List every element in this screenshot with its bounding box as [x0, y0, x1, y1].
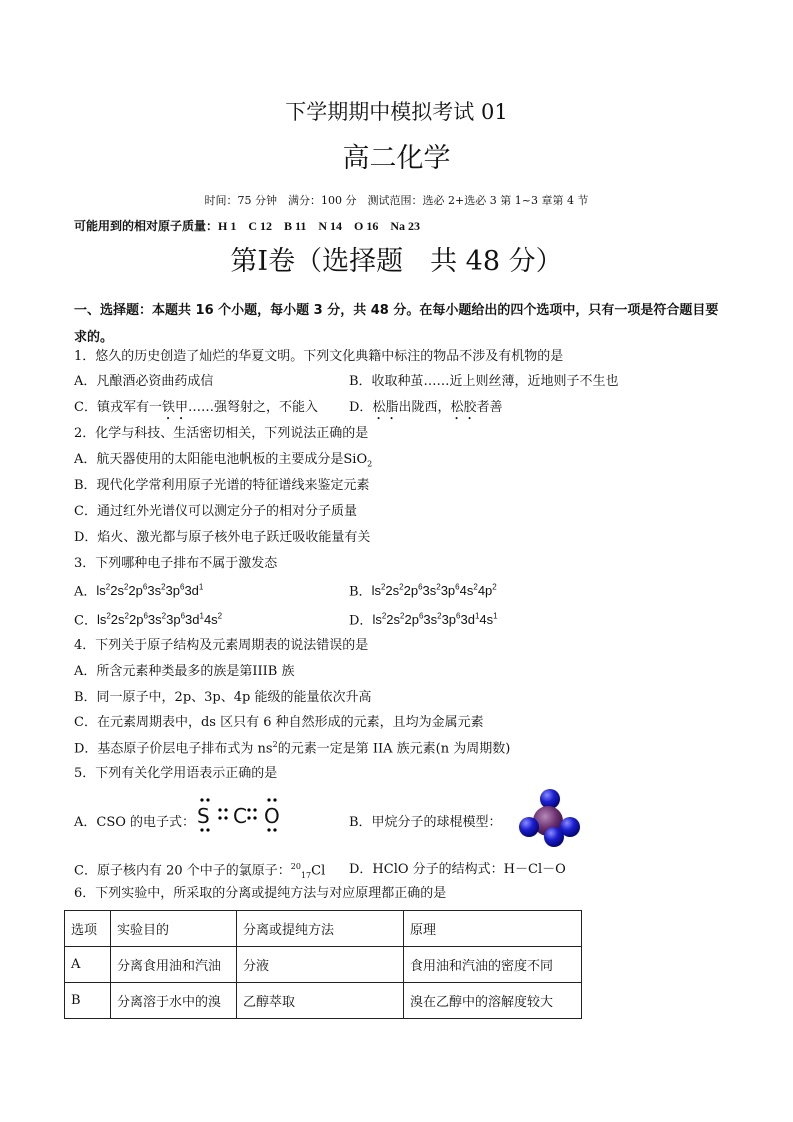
table-header-row: [65, 911, 582, 947]
table-cell: A: [65, 947, 111, 983]
q3-stem: 3．下列哪种电子排布不属于激发态: [74, 556, 278, 571]
q1-option-c: [74, 400, 318, 423]
q2-stem: 2．化学与科技、生活密切相关，下列说法正确的是: [74, 426, 369, 441]
q5-option-c: [74, 862, 325, 881]
q6-table: [64, 910, 582, 1019]
q4-d-post: 的元素一定是第 IIA 族元素(n 为周期数): [277, 741, 511, 757]
table-cell: B: [65, 983, 111, 1019]
table-cell: 溴在乙醇中的溶解度较大: [404, 983, 582, 1019]
atomic-mass-line: [74, 219, 420, 233]
q2-a-sub: 2: [367, 459, 373, 469]
q1-option-b: B．收取种茧……近上则丝薄，近地则子不生也: [349, 374, 619, 389]
table-cell: 分液: [237, 947, 404, 983]
q2-option-b: B．现代化学常利用原子光谱的特征谱线来鉴定元素: [74, 478, 370, 493]
lewis-c: C: [233, 804, 247, 828]
table-cell: 食用油和汽油的密度不同: [404, 947, 582, 983]
q5-option-b: B．甲烷分子的球棍模型：: [349, 815, 502, 830]
q3-option-a: A．$ls^22s^22p^63s^23p^63d^1$: [74, 583, 204, 600]
q2-a-text: A．航天器使用的太阳能电池帆板的主要成分是SiO: [74, 452, 368, 467]
q1-d-post: 者善: [476, 400, 503, 415]
q2-option-d: D．焰火、激光都与原子核外电子跃迁吸收能量有关: [74, 530, 371, 545]
q4-option-c: C．在元素周期表中，ds 区只有 6 种自然形成的元素，且均为金属元素: [74, 715, 484, 730]
q6-stem: 6．下列实验中，所采取的分离或提纯方法与对应原理都正确的是: [74, 886, 447, 901]
q4-option-d: [74, 740, 510, 757]
q4-option-a: A．所含元素种类最多的族是第IIIB 族: [74, 664, 295, 679]
mass-values: H 1 C 12 B 11 N 14 O 16 Na 23: [218, 219, 421, 233]
q5-option-a: A．CSO 的电子式：: [74, 815, 196, 830]
methane-ball-stick-model-icon: [517, 787, 583, 849]
table-cell: 乙醇萃取: [237, 983, 404, 1019]
q1-d-mark1: 松脂: [372, 400, 399, 415]
q1-d-mid: 出陇西，: [398, 400, 451, 415]
q3-a-label: A．: [74, 584, 97, 600]
lewis-s: S: [197, 804, 210, 828]
table-row: [65, 947, 582, 983]
q3-option-c: C．$ls^22s^22p^63s^23p^63d^14s^2$: [74, 612, 223, 629]
q4-d-pre: D．基态原子价层电子排布式为 ns: [74, 741, 273, 757]
q5-stem: 5．下列有关化学用语表示正确的是: [74, 766, 278, 781]
q4-stem: 4．下列关于原子结构及元素周期表的说法错误的是: [74, 638, 369, 653]
q1-c-mark: 铁甲: [161, 400, 188, 415]
q1-stem: 1．悠久的历史创造了灿烂的华夏文明。下列文化典籍中标注的物品不涉及有机物的是: [74, 349, 564, 364]
q2-option-c: C．通过红外光谱仪可以测定分子的相对分子质量: [74, 504, 357, 519]
q5-c-z: 17: [300, 870, 312, 880]
lewis-o: O: [264, 804, 280, 828]
q2-option-a: [74, 452, 372, 469]
q3-option-d: D．$ls^22s^22p^63s^23p^63d^14s^1$: [349, 612, 498, 629]
q3-c-label: C．: [74, 613, 97, 629]
volume-title: 第I卷（选择题 共 48 分）: [230, 246, 563, 277]
q1-option-d: [349, 400, 503, 423]
q1-c-post: ……强弩射之，不能入: [187, 400, 318, 415]
table-header-cell: 实验目的: [111, 911, 237, 947]
mass-label: 可能用到的相对原子质量：: [74, 219, 219, 233]
q4-d-sup: 2: [272, 740, 278, 749]
q3-b-label: B．: [349, 584, 372, 600]
table-header-cell: 分离或提纯方法: [237, 911, 404, 947]
table-header-cell: 选项: [65, 911, 111, 947]
q5-c-mass: 20: [290, 862, 301, 871]
q3-d-label: D．: [349, 613, 373, 629]
table-cell: 分离溶于水中的溴: [111, 983, 237, 1019]
q5-c-pre: C．原子核内有 20 个中子的氯原子：: [74, 863, 291, 879]
exam-title: 下学期期中模拟考试 01: [285, 100, 508, 124]
table-header-cell: 原理: [404, 911, 582, 947]
q1-option-a: A．凡酿酒必资曲药成信: [74, 374, 214, 389]
q3-option-b: B．$ls^22s^22p^63s^23p^64s^24p^2$: [349, 583, 497, 600]
q4-option-b: B．同一原子中，2p、3p、4p 能级的能量依次升高: [74, 690, 372, 705]
table-cell: 分离食用油和汽油: [111, 947, 237, 983]
exam-info: 时间：75 分钟 满分：100 分 测试范围：选必 2+选必 3 第 1~3 章第 4 节: [204, 194, 589, 207]
q1-d-pre: D．: [349, 400, 373, 415]
q1-d-mark2: 松胶: [450, 400, 477, 415]
q1-c-pre: C．镇戎军有一: [74, 400, 162, 415]
subject-title: 高二化学: [342, 143, 451, 174]
q5-c-el: Cl: [311, 863, 326, 879]
q5-option-d: D．HClO 分子的结构式：H－Cl－O: [349, 862, 566, 877]
table-row: [65, 983, 582, 1019]
section-intro: 一、选择题：本题共 16 个小题，每小题 3 分，共 48 分。在每小题给出的四个选项中，只有一项是符合题目要求的。: [74, 303, 719, 345]
